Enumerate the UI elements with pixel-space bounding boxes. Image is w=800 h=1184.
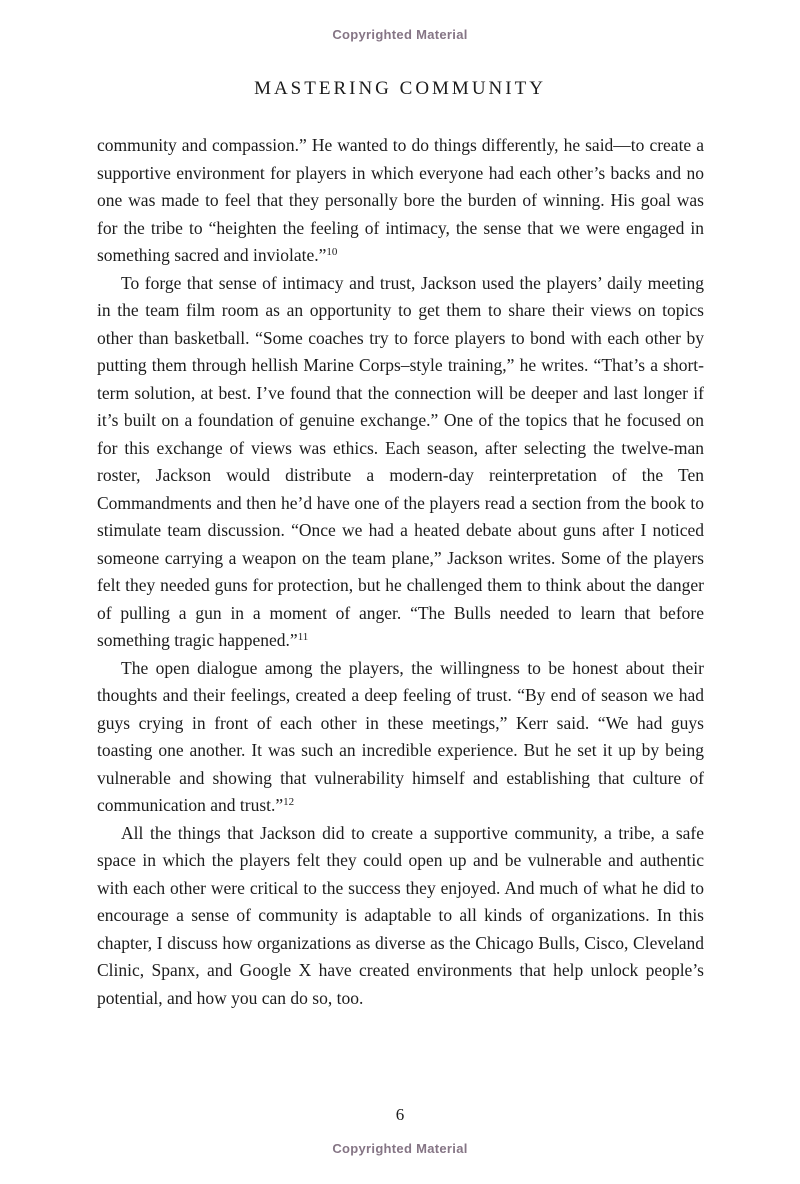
footnote-reference: 11 — [297, 631, 309, 643]
footnote-reference: 10 — [326, 246, 338, 258]
copyright-notice-top: Copyrighted Material — [332, 27, 468, 42]
page-title: MASTERING COMMUNITY — [254, 78, 546, 99]
paragraph: To forge that sense of intimacy and trust, Jackson used the players’ daily meeting in the team film room as an opportunity to get them to share their views on topics other than basketball. “Some coaches try to force players to bond with each other by putting them through hellish Marine Corps–style training,” he writes. “That’s a short-term solution, at best. I’ve found that the connection will be deeper and last longer if it’s built on a foundation of genuine exchange.” One of the topics that he focused on for this exchange of views was ethics. Each season, after selecting the twelve-man roster, Jackson would distribute a modern-day reinterpretation of the Ten Commandments and then he’d have one of the players read a section from the book to stimulate team discussion. “Once we had a heated debate about guns after I noticed someone carrying a weapon on the team plane,” Jackson writes. Some of the players felt they needed guns for protection, but he challenged them to think about the danger of pulling a gun in a moment of anger. “The Bulls needed to learn that before something tragic happened.”$^{11}$ — [97, 272, 704, 650]
page-number: 6 — [395, 1105, 405, 1124]
paragraph: community and compassion.” He wanted to do things differently, he said—to create a supportive environment for players in which everyone had each other’s backs and no one was made to feel that they personally bore the burden of winning. His goal was for the tribe to “heighten the feeling of intimacy, the sense that we were engaged in something sacred and inviolate.”$^{10}$ — [97, 135, 704, 265]
paragraph: All the things that Jackson did to create a supportive community, a tribe, a safe space in which the players felt they could open up and be vulnerable and authentic with each other were critical to the success they enjoyed. And much of what he did to encourage a sense of community is adaptable to all kinds of organizations. In this chapter, I discuss how organizations as diverse as the Chicago Bulls, Cisco, Cleveland Clinic, Spanx, and Google X have created environments that help unlock people’s potential, and how you can do so, too. — [97, 822, 704, 1008]
body-text — [97, 132, 704, 1012]
paragraph: The open dialogue among the players, the willingness to be honest about their thoughts and their feelings, created a deep feeling of trust. “By end of season we had guys crying in front of each other in these meetings,” Kerr said. “We had guys toasting one another. It was such an incredible experience. But he set it up by being vulnerable and showing that vulnerability himself and establishing that culture of communication and trust.”$^{12}$ — [97, 657, 704, 815]
copyright-notice-bottom: Copyrighted Material — [332, 1141, 468, 1156]
footnote-reference: 12 — [283, 796, 295, 808]
